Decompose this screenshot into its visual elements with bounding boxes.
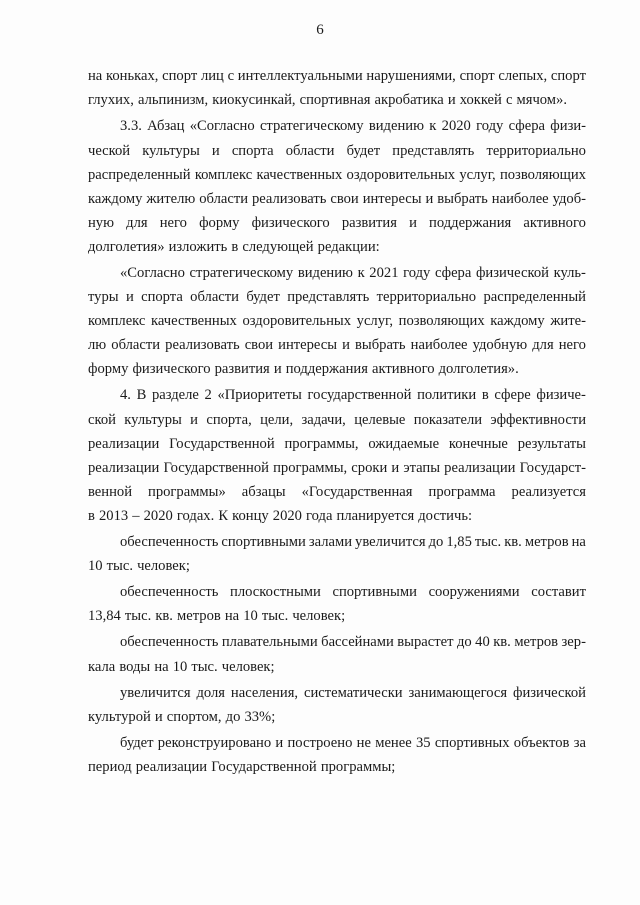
word: физи- — [550, 118, 586, 135]
word: культурой — [88, 708, 151, 725]
word: и — [409, 215, 417, 232]
word: реализовать — [251, 190, 327, 207]
text-line — [88, 383, 586, 407]
word: киокусинкай, — [212, 92, 296, 109]
word: вырастет — [397, 634, 454, 651]
word: 2013 — [98, 508, 129, 525]
word: интеллектуальными — [237, 68, 363, 84]
page-number: 6 — [316, 22, 324, 38]
word: оздоровительных — [346, 166, 456, 183]
text-line — [88, 309, 586, 333]
word: кв. — [504, 533, 522, 550]
text-line — [88, 580, 586, 604]
word: за — [573, 735, 586, 752]
word: изложить — [168, 239, 228, 256]
text-line — [88, 630, 586, 654]
word: сроки — [351, 460, 388, 476]
word: целевые — [354, 411, 406, 428]
text-line — [88, 432, 586, 456]
word: реализации — [88, 435, 160, 452]
word: 2020 — [441, 118, 471, 135]
word: культуры — [142, 142, 200, 159]
word: кв. — [155, 608, 173, 625]
word: качественных — [151, 312, 237, 329]
word: «Согласно — [189, 118, 255, 135]
word: занимающегося — [408, 684, 508, 701]
word: туры — [88, 288, 119, 305]
word: 1,85 — [446, 533, 472, 550]
word: поддержания — [285, 361, 368, 378]
word: и — [447, 92, 456, 109]
word: и — [190, 411, 198, 428]
word: жителю — [146, 190, 196, 207]
word: не — [356, 735, 371, 752]
word: государственной — [307, 387, 412, 404]
word: 35 — [415, 735, 431, 752]
word: тыс. — [124, 608, 152, 625]
word: Государст- — [519, 460, 586, 476]
word: активного — [372, 361, 435, 378]
word: программы; — [320, 759, 396, 776]
word: период — [88, 759, 132, 776]
text-line — [88, 408, 586, 432]
word: человек; — [137, 557, 190, 574]
word: 10 — [88, 557, 103, 574]
word: него — [159, 215, 187, 232]
word: систематически — [304, 684, 403, 701]
word: в — [88, 508, 95, 525]
word: 33%; — [244, 708, 276, 725]
word: года — [306, 508, 333, 525]
word: лю — [88, 337, 107, 354]
word: для — [126, 215, 148, 232]
word: результаты — [517, 435, 586, 452]
word: ческой — [88, 142, 131, 159]
word: свои — [330, 190, 359, 207]
word: спорта — [231, 142, 274, 159]
word: спортивная — [299, 92, 371, 109]
word: политики — [417, 387, 477, 404]
word: планируется — [336, 508, 415, 525]
word: комплекс — [194, 166, 253, 183]
word: – — [132, 508, 140, 525]
word: плоскостными — [230, 583, 321, 600]
word: году — [476, 118, 504, 135]
word: активного — [523, 215, 586, 232]
word: спортивными — [221, 533, 306, 550]
text-line — [88, 114, 586, 138]
word: развития — [341, 215, 397, 232]
word: к — [357, 264, 365, 281]
word: бассейнами — [321, 634, 394, 651]
word: будет — [346, 142, 381, 159]
word: Государственной — [169, 435, 275, 452]
word: области — [199, 190, 249, 207]
word: спорта, — [206, 411, 252, 428]
word: программы» — [148, 484, 226, 501]
text-line — [88, 235, 586, 259]
word: составит — [531, 583, 586, 600]
word: позволяющих — [398, 312, 485, 329]
word: реализуется — [511, 484, 586, 501]
word: каждому — [88, 190, 143, 207]
word: объектов — [513, 735, 570, 752]
word: Государственной — [163, 460, 269, 476]
word: задачи, — [301, 411, 346, 428]
word: удобную — [472, 337, 528, 354]
text-line — [88, 187, 586, 211]
word: распределенный — [483, 288, 586, 305]
word: с — [227, 68, 235, 84]
word: услуг, — [356, 312, 393, 329]
text-line — [88, 554, 586, 578]
word: 2020 — [272, 508, 302, 525]
text-line — [88, 755, 586, 779]
word: 10 — [243, 608, 258, 625]
word: на — [88, 68, 103, 84]
word: 4. — [120, 387, 131, 404]
word: конечные — [448, 435, 508, 452]
word: построено — [287, 735, 353, 752]
word: жите- — [550, 312, 586, 329]
text-line — [88, 504, 586, 528]
word: будет — [120, 735, 154, 752]
word: физического — [251, 215, 330, 232]
word: области — [111, 337, 161, 354]
word: концу — [232, 508, 269, 525]
word: него — [558, 337, 586, 354]
word: 2 — [204, 387, 212, 404]
text-line — [88, 480, 586, 504]
word: кв. — [493, 634, 511, 651]
word: и — [391, 460, 400, 476]
word: реализовать — [165, 337, 240, 354]
word: обеспеченность — [120, 533, 219, 550]
word: форму — [88, 361, 129, 378]
word: выбрать — [437, 190, 488, 207]
word: реализации — [88, 460, 160, 476]
word: и — [154, 708, 163, 725]
word: тыс. — [474, 533, 502, 550]
word: метров — [524, 533, 569, 550]
word: хоккей — [459, 92, 502, 109]
word: человек; — [292, 608, 346, 625]
word: глухих, — [88, 92, 134, 109]
word: и — [275, 735, 284, 752]
word: зер- — [561, 634, 586, 651]
word: распределенный — [88, 166, 191, 183]
word: стратегическому — [259, 118, 364, 135]
word: в — [481, 387, 489, 404]
word: и — [273, 361, 282, 378]
word: кала — [88, 658, 116, 675]
word: области — [190, 288, 239, 305]
word: долголетия». — [438, 361, 519, 378]
word: спорт — [162, 68, 198, 84]
word: Абзац — [147, 118, 185, 135]
word: альпинизм, — [137, 92, 209, 109]
word: спорта — [141, 288, 183, 305]
word: Государственной — [211, 759, 317, 776]
word: редакции: — [317, 239, 380, 256]
word: абзацы — [241, 484, 286, 501]
text-line — [88, 88, 586, 112]
word: оздоровительных — [242, 312, 352, 329]
word: представлять — [392, 142, 475, 159]
text-line — [88, 681, 586, 705]
word: будет — [246, 288, 280, 305]
word: наиболее — [410, 337, 468, 354]
text-line — [88, 333, 586, 357]
word: реализации — [444, 460, 516, 476]
word: позволяющих — [499, 166, 586, 183]
word: с — [505, 92, 513, 109]
word: к — [429, 118, 437, 135]
word: 13,84 — [88, 608, 121, 625]
word: физической — [475, 264, 549, 281]
word: услуг, — [459, 166, 496, 183]
word: В — [136, 387, 147, 404]
word: области — [285, 142, 335, 159]
word: менее — [375, 735, 412, 752]
word: представлять — [287, 288, 370, 305]
text-line — [88, 456, 586, 480]
word: до — [456, 634, 472, 651]
word: культуры — [124, 411, 182, 428]
word: и — [125, 288, 134, 305]
word: населения, — [230, 684, 299, 701]
word: коньках, — [106, 68, 159, 84]
word: доля — [196, 684, 226, 701]
word: наиболее — [491, 190, 549, 207]
text-line — [88, 731, 586, 755]
word: в — [231, 239, 239, 256]
word: программы, — [284, 435, 359, 452]
word: качественных — [256, 166, 343, 183]
word: акробатика — [374, 92, 444, 109]
word: плавательными — [221, 634, 318, 651]
word: на — [224, 608, 240, 625]
word: 10 — [172, 658, 188, 675]
word: спортивными — [332, 583, 417, 600]
word: ожидаемые — [368, 435, 440, 452]
text-line — [88, 285, 586, 309]
word: стратегическому — [189, 264, 294, 281]
word: показатели — [413, 411, 483, 428]
word: до — [428, 533, 444, 550]
word: спортом, — [166, 708, 222, 725]
word: реконструировано — [157, 735, 272, 752]
word: видению — [368, 118, 424, 135]
word: интересы — [362, 190, 422, 207]
word: 3.3. — [120, 118, 142, 135]
word: спорт — [459, 68, 495, 84]
text-line — [88, 261, 586, 285]
word: и — [211, 142, 220, 159]
word: развития — [214, 361, 270, 378]
word: свои — [244, 337, 274, 354]
word: венной — [88, 484, 133, 501]
word: удоб- — [552, 190, 586, 207]
word: видению — [297, 264, 353, 281]
text-line — [88, 211, 586, 235]
word: сооружениями — [428, 583, 520, 600]
word: комплекс — [88, 312, 146, 329]
word: программы, — [273, 460, 348, 476]
word: до — [225, 708, 241, 725]
word: лиц — [200, 68, 224, 84]
word: для — [532, 337, 554, 354]
text-line — [88, 64, 586, 88]
word: метров — [514, 634, 559, 651]
word: 2021 — [369, 264, 399, 281]
word: человек; — [221, 658, 275, 675]
word: увеличится — [120, 684, 191, 701]
text-line — [88, 655, 586, 679]
word: тыс. — [191, 658, 218, 675]
word: мячом». — [516, 92, 567, 109]
word: сфера — [508, 118, 546, 135]
word: форму — [199, 215, 240, 232]
word: долголетия» — [88, 239, 165, 256]
word: достичь: — [418, 508, 473, 525]
word: следующей — [242, 239, 314, 256]
word: «Государственная — [301, 484, 413, 501]
word: слепых, — [498, 68, 548, 84]
word: интересы — [278, 337, 338, 354]
document-body — [88, 64, 586, 779]
word: году — [403, 264, 431, 281]
text-line — [88, 163, 586, 187]
word: метров — [177, 608, 221, 625]
word: разделе — [151, 387, 199, 404]
word: куль- — [553, 264, 586, 281]
word: ную — [88, 215, 115, 232]
word: тыс. — [261, 608, 289, 625]
word: 40 — [475, 634, 490, 651]
word: и — [425, 190, 434, 207]
word: залами — [308, 533, 353, 550]
text-line — [88, 530, 586, 554]
word: тыс. — [106, 557, 133, 574]
word: эффективности — [490, 411, 586, 428]
word: на — [154, 658, 169, 675]
word: физической — [513, 684, 586, 701]
word: обеспеченность — [120, 583, 219, 600]
word: сфере — [494, 387, 531, 404]
word: обеспеченность — [120, 634, 219, 651]
word: 2020 — [143, 508, 173, 525]
text-line — [88, 357, 586, 381]
word: территориально — [376, 288, 477, 305]
text-line — [88, 139, 586, 163]
word: и — [342, 337, 350, 354]
text-line — [88, 604, 586, 628]
word: спорт — [550, 68, 586, 84]
word: ской — [88, 411, 116, 428]
word: спортивных — [434, 735, 510, 752]
word: «Приоритеты — [217, 387, 302, 404]
word: на — [571, 533, 586, 550]
word: физиче- — [536, 387, 586, 404]
word: «Согласно — [120, 264, 185, 281]
word: программа — [428, 484, 496, 501]
word: территориально — [486, 142, 586, 159]
word: нарушениями, — [366, 68, 456, 84]
word: К — [218, 508, 229, 525]
word: годах. — [176, 508, 215, 525]
word: каждому — [490, 312, 545, 329]
word: сфера — [434, 264, 472, 281]
word: поддержания — [429, 215, 512, 232]
word: цели, — [260, 411, 294, 428]
word: увеличится — [355, 533, 426, 550]
word: этапы — [403, 460, 441, 476]
word: реализации — [135, 759, 208, 776]
word: физического — [132, 361, 211, 378]
word: выбрать — [355, 337, 406, 354]
word: воды — [119, 658, 151, 675]
text-line — [88, 705, 586, 729]
